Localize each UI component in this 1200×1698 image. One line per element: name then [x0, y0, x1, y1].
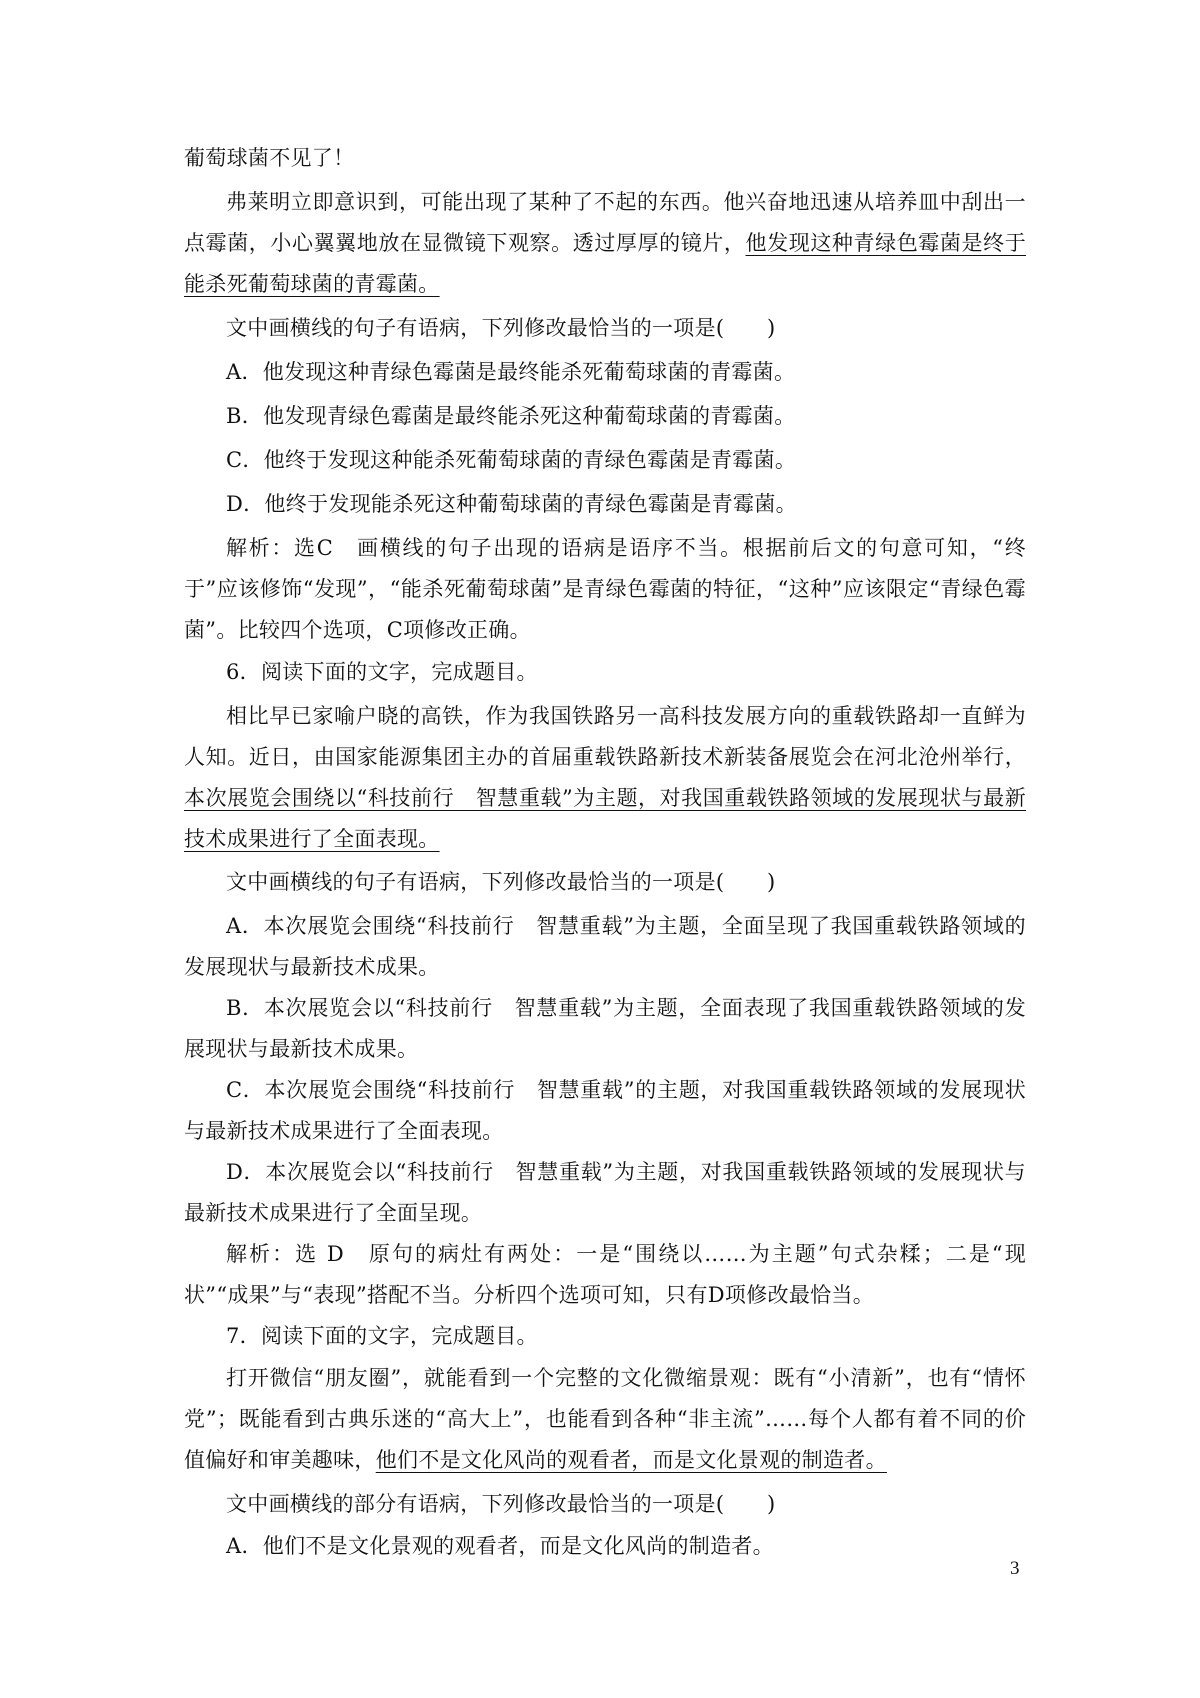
passage-text: 弗莱明立即意识到，可能出现了某种了不起的东西。他兴奋地迅速从培养皿中刮出一点霉菌，小心翼翼地放在显微镜下观察。透过厚厚的镜片， [184, 190, 1026, 255]
passage-paragraph [184, 696, 1026, 860]
option-b: B．他发现青绿色霉菌是最终能杀死这种葡萄球菌的青霉菌。 [226, 404, 796, 428]
option-a: A．他们不是文化景观的观看者，而是文化风尚的制造者。 [226, 1534, 774, 1558]
underlined-sentence: 本次展览会围绕以“科技前行 智慧重载”为主题，对我国重载铁路领域的发展现状与最新技术成果进行了全面表现。 [184, 786, 1026, 851]
question-stem: 文中画横线的句子有语病，下列修改最恰当的一项是( ) [226, 870, 776, 894]
underlined-sentence: 他们不是文化风尚的观看者，而是文化景观的制造者。 [375, 1448, 887, 1472]
question-stem: 文中画横线的句子有语病，下列修改最恰当的一项是( ) [226, 316, 776, 340]
underlined-sentence: 他发现这种青绿色霉菌是终于能杀死葡萄球菌的青霉菌。 [184, 231, 1026, 296]
option-c: C．本次展览会围绕“科技前行 智慧重载”的主题，对我国重载铁路领域的发展现状与最新技术成果进行了全面表现。 [184, 1078, 1026, 1143]
question-stem: 文中画横线的部分有语病，下列修改最恰当的一项是( ) [226, 1492, 776, 1516]
option-d: D．他终于发现能杀死这种葡萄球菌的青绿色霉菌是青霉菌。 [226, 492, 797, 516]
question-title: 6．阅读下面的文字，完成题目。 [226, 660, 538, 684]
option-c: C．他终于发现这种能杀死葡萄球菌的青绿色霉菌是青霉菌。 [226, 448, 797, 472]
option-a: A．他发现这种青绿色霉菌是最终能杀死葡萄球菌的青霉菌。 [226, 360, 796, 384]
passage-paragraph [184, 1358, 1026, 1481]
option-a: A．本次展览会围绕“科技前行 智慧重载”为主题，全面呈现了我国重载铁路领域的发展现状与最新技术成果。 [184, 914, 1026, 979]
passage-text: 相比早已家喻户晓的高铁，作为我国铁路另一高科技发展方向的重载铁路却一直鲜为人知。近日，由国家能源集团主办的首届重载铁路新技术新装备展览会在河北沧州举行， [184, 704, 1026, 769]
analysis: 解析：选 D 原句的病灶有两处：一是“围绕以……为主题”句式杂糅；二是“现状”“成果”与“表现”搭配不当。分析四个选项可知，只有D项修改最恰当。 [184, 1242, 1026, 1307]
passage-text: 打开微信“朋友圈”，就能看到一个完整的文化微缩景观：既有“小清新”，也有“情怀党”；既能看到古典乐迷的“高大上”，也能看到各种“非主流”……每个人都有着不同的价值偏好和审美趣味， [184, 1366, 1026, 1472]
option-d: D．本次展览会以“科技前行 智慧重载”为主题，对我国重载铁路领域的发展现状与最新技术成果进行了全面呈现。 [184, 1160, 1026, 1225]
option-b: B．本次展览会以“科技前行 智慧重载”为主题，全面表现了我国重载铁路领域的发展现状与最新技术成果。 [184, 996, 1026, 1061]
question-title: 7．阅读下面的文字，完成题目。 [226, 1324, 538, 1348]
passage-paragraph [184, 182, 1026, 305]
analysis: 解析：选C 画横线的句子出现的语病是语序不当。根据前后文的句意可知，“终于”应该修饰“发现”，“能杀死葡萄球菌”是青绿色霉菌的特征，“这种”应该限定“青绿色霉菌”。比较四个选项，C项修改正确。 [184, 536, 1026, 642]
page-number: 3 [1010, 1558, 1020, 1579]
passage-tail: 葡萄球菌不见了！ [184, 146, 355, 170]
